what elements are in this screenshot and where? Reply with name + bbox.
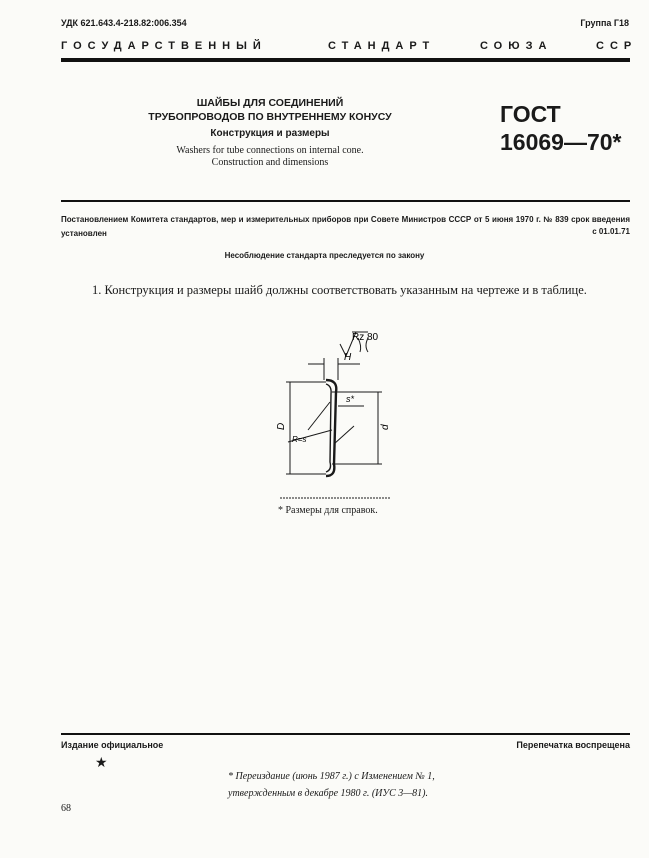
title-rule — [61, 200, 630, 202]
label-inner-d: d — [380, 424, 391, 430]
paragraph-1: 1. Конструкция и размеры шайб должны соответствовать указанным на чертеже и в таблице. — [92, 283, 587, 297]
page-number: 68 — [61, 803, 71, 814]
english-title-line-2: Construction and dimensions — [211, 157, 329, 168]
reprint-prohibited: Перепечатка воспрещена — [516, 740, 630, 750]
leader-line-2 — [334, 426, 354, 444]
label-s: s* — [346, 394, 355, 404]
standard-designation — [500, 100, 622, 156]
label-h: H — [344, 352, 352, 363]
decree-text: Постановлением Комитета стандартов, мер и измерительных приборов при Совете Министров СССР от 5 июня 1970 г. № 839 срок введения установлен — [61, 215, 630, 238]
english-title — [120, 145, 420, 169]
standard-number: 16069—70* — [500, 129, 622, 155]
standard-name: ГОСТ — [500, 101, 561, 127]
reissue-note — [228, 768, 435, 802]
english-title-line-1: Washers for tube connections on internal cone. — [176, 145, 364, 156]
banner-word-2: СТАНДАРТ — [328, 40, 436, 52]
label-outer-d: D — [276, 422, 287, 430]
roughness-label: Rz 80 — [352, 332, 379, 343]
footer-rule — [61, 733, 630, 735]
leader-line-1 — [308, 402, 330, 430]
law-notice: Несоблюдение стандарта преследуется по закону — [224, 251, 425, 260]
reissue-line-1: * Переиздание (июнь 1987 г.) с Изменением № 1, — [228, 771, 435, 782]
banner-word-3: СОЮЗА — [480, 40, 553, 52]
official-edition: Издание официальное — [61, 740, 164, 750]
star-icon: ★ — [95, 754, 108, 770]
document-title — [120, 96, 420, 124]
title-line-2: ТРУБОПРОВОДОВ ПО ВНУТРЕННЕМУ КОНУСУ — [148, 111, 392, 123]
udk-code: УДК 621.643.4-218.82:006.354 — [61, 18, 187, 28]
banner-word-1: ГОСУДАРСТВЕННЫЙ — [61, 40, 267, 52]
banner-word-4: ССР — [596, 40, 638, 52]
title-line-1: ШАЙБЫ ДЛЯ СОЕДИНЕНИЙ — [196, 97, 344, 109]
washer-profile-inner — [326, 384, 331, 472]
document-subtitle: Конструкция и размеры — [210, 128, 330, 139]
drawing-footnote: * Размеры для справок. — [278, 505, 378, 516]
header-rule — [61, 58, 630, 62]
washer-drawing — [250, 318, 430, 508]
decree-date: с 01.01.71 — [592, 227, 630, 236]
group-code: Группа Г18 — [580, 18, 629, 28]
label-radius: R=s — [292, 435, 307, 444]
reissue-line-2: утвержденным в декабре 1980 г. (ИУС 3—81). — [228, 788, 428, 799]
